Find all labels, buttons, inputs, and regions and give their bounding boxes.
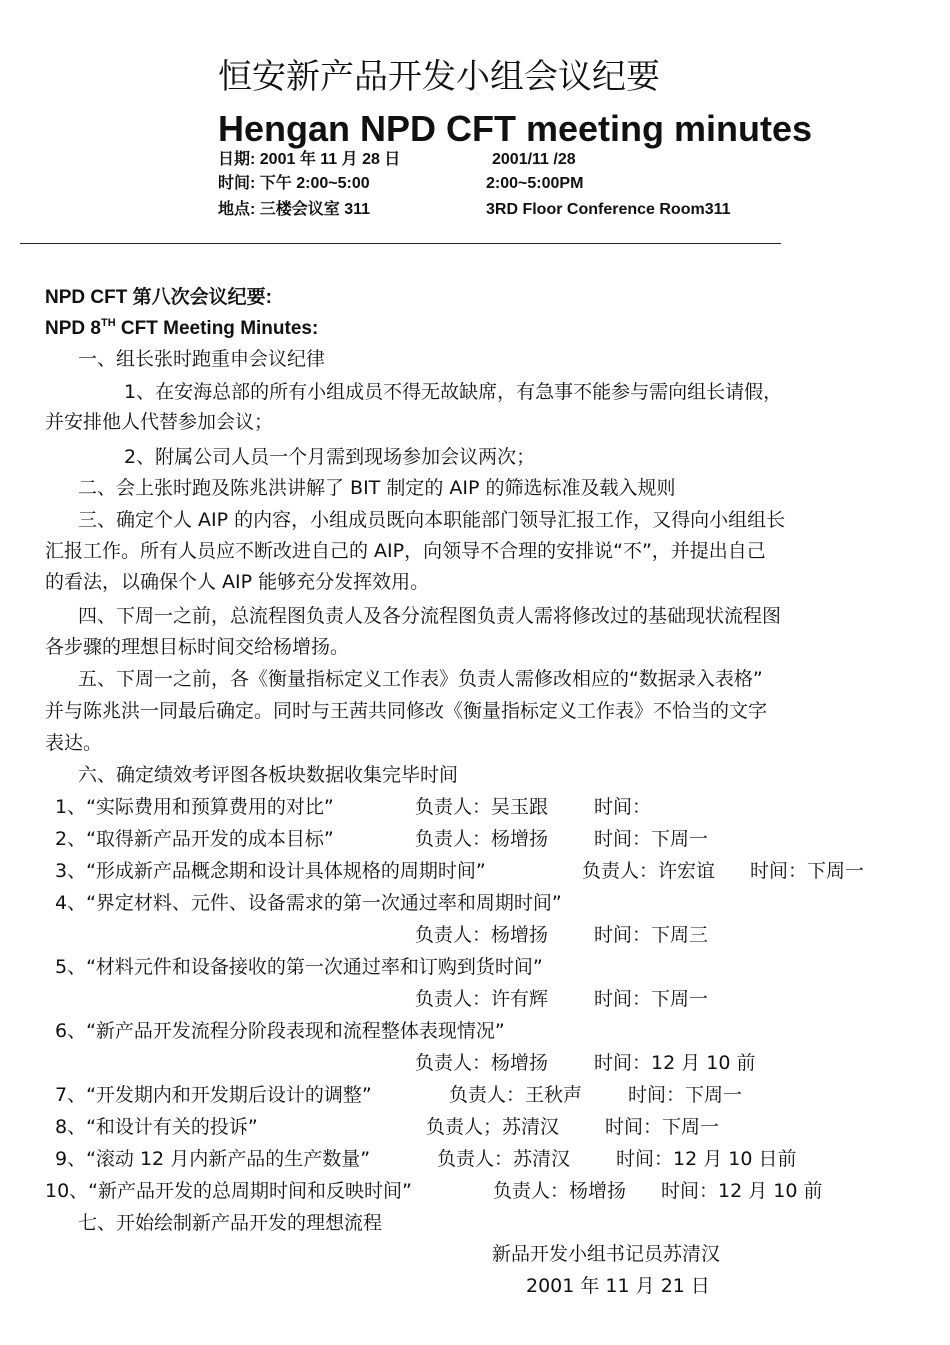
task-3-time: 时间：下周一 (750, 860, 865, 882)
meeting-time-english: 2:00~5:00PM (486, 175, 584, 192)
task-4-name: 4、“界定材料、元件、设备需求的第一次通过率和周期时间” (55, 892, 562, 914)
item-4-line-2: 各步骤的理想目标时间交给杨增扬。 (45, 636, 350, 658)
item-1-rule-2: 2、附属公司人员一个月需到现场参加会议两次； (124, 446, 536, 468)
task-8-owner: 负责人；苏清汉 (426, 1116, 560, 1138)
task-4-time: 时间：下周三 (594, 924, 709, 946)
title-english: Hengan NPD CFT meeting minutes (218, 108, 813, 149)
meeting-time-chinese: 时间: 下午 2:00~5:00 (218, 175, 370, 192)
task-6-owner: 负责人：杨增扬 (415, 1052, 549, 1074)
task-9-owner: 负责人：苏清汉 (437, 1148, 571, 1170)
task-1-name: 1、“实际费用和预算费用的对比” (55, 796, 334, 818)
task-2-time: 时间：下周一 (594, 828, 709, 850)
title-chinese: 恒安新产品开发小组会议纪要 (218, 57, 660, 97)
meeting-date-english: 2001/11 /28 (492, 151, 576, 168)
task-7-time: 时间：下周一 (628, 1084, 743, 1106)
item-5-line-2: 并与陈兆洪一同最后确定。同时与王茜共同修改《衡量指标定义工作表》不恰当的文字 (45, 700, 768, 722)
task-8-name: 8、“和设计有关的投诉” (55, 1116, 258, 1138)
signature-date: 2001 年 11 月 21 日 (526, 1275, 710, 1297)
item-4-line-1: 四、下周一之前，总流程图负责人及各分流程图负责人需将修改过的基础现状流程图 (78, 605, 782, 627)
task-5-time: 时间：下周一 (594, 988, 709, 1010)
task-1-owner: 负责人：吴玉跟 (415, 796, 549, 818)
task-10-time: 时间：12 月 10 前 (661, 1180, 823, 1202)
task-6-time: 时间：12 月 10 前 (594, 1052, 756, 1074)
task-3-owner: 负责人：许宏谊 (582, 860, 716, 882)
task-9-name: 9、“滚动 12 月内新产品的生产数量” (55, 1148, 371, 1170)
section-heading-english (45, 317, 318, 341)
item-1-rule-1: 1、在安海总部的所有小组成员不得无故缺席，有急事不能参与需向组长请假， (124, 381, 783, 403)
task-8-time: 时间：下周一 (605, 1116, 720, 1138)
task-7-name: 7、“开发期内和开发期后设计的调整” (55, 1084, 372, 1106)
item-2: 二、会上张时跑及陈兆洪讲解了 BIT 制定的 AIP 的筛选标准及载入规则 (78, 477, 676, 499)
item-1-title: 一、组长张时跑重申会议纪律 (78, 348, 326, 370)
heading-en-prefix: NPD 8 (45, 318, 101, 339)
task-10-name: 10、“新产品开发的总周期时间和反映时间” (45, 1180, 412, 1202)
task-9-time: 时间：12 月 10 日前 (616, 1148, 797, 1170)
item-3-line-1: 三、确定个人 AIP 的内容，小组成员既向本职能部门领导汇报工作，又得向小组组长 (78, 509, 786, 531)
item-3-line-2: 汇报工作。所有人员应不断改进自己的 AIP，向领导不合理的安排说“不”，并提出自己 (45, 540, 766, 562)
heading-en-superscript: TH (100, 317, 116, 329)
meeting-place-english: 3RD Floor Conference Room311 (486, 201, 731, 218)
task-2-name: 2、“取得新产品开发的成本目标” (55, 828, 334, 850)
item-3-line-3: 的看法，以确保个人 AIP 能够充分发挥效用。 (45, 571, 430, 593)
item-5-line-3: 表达。 (45, 732, 103, 754)
task-7-owner: 负责人：王秋声 (449, 1084, 583, 1106)
task-5-owner: 负责人：许有辉 (415, 988, 549, 1010)
signer: 新品开发小组书记员苏清汉 (492, 1243, 721, 1265)
heading-en-suffix: CFT Meeting Minutes: (115, 318, 319, 339)
task-4-owner: 负责人：杨增扬 (415, 924, 549, 946)
meeting-place-chinese: 地点: 三楼会议室 311 (218, 201, 371, 218)
item-6-title: 六、确定绩效考评图各板块数据收集完毕时间 (78, 764, 459, 786)
item-1-rule-1-cont: 并安排他人代替参加会议； (45, 411, 274, 433)
header-divider (20, 243, 781, 244)
task-6-name: 6、“新产品开发流程分阶段表现和流程整体表现情况” (55, 1020, 505, 1042)
section-heading-chinese: NPD CFT 第八次会议纪要: (45, 287, 272, 308)
task-5-name: 5、“材料元件和设备接收的第一次通过率和订购到货时间” (55, 956, 543, 978)
task-10-owner: 负责人：杨增扬 (493, 1180, 627, 1202)
item-7: 七、开始绘制新产品开发的理想流程 (78, 1212, 383, 1234)
item-5-line-1: 五、下周一之前，各《衡量指标定义工作表》负责人需修改相应的“数据录入表格” (78, 668, 763, 690)
task-1-time: 时间： (594, 796, 652, 818)
task-2-owner: 负责人：杨增扬 (415, 828, 549, 850)
task-3-name: 3、“形成新产品概念期和设计具体规格的周期时间” (55, 860, 486, 882)
meeting-date-chinese: 日期: 2001 年 11 月 28 日 (218, 151, 401, 168)
